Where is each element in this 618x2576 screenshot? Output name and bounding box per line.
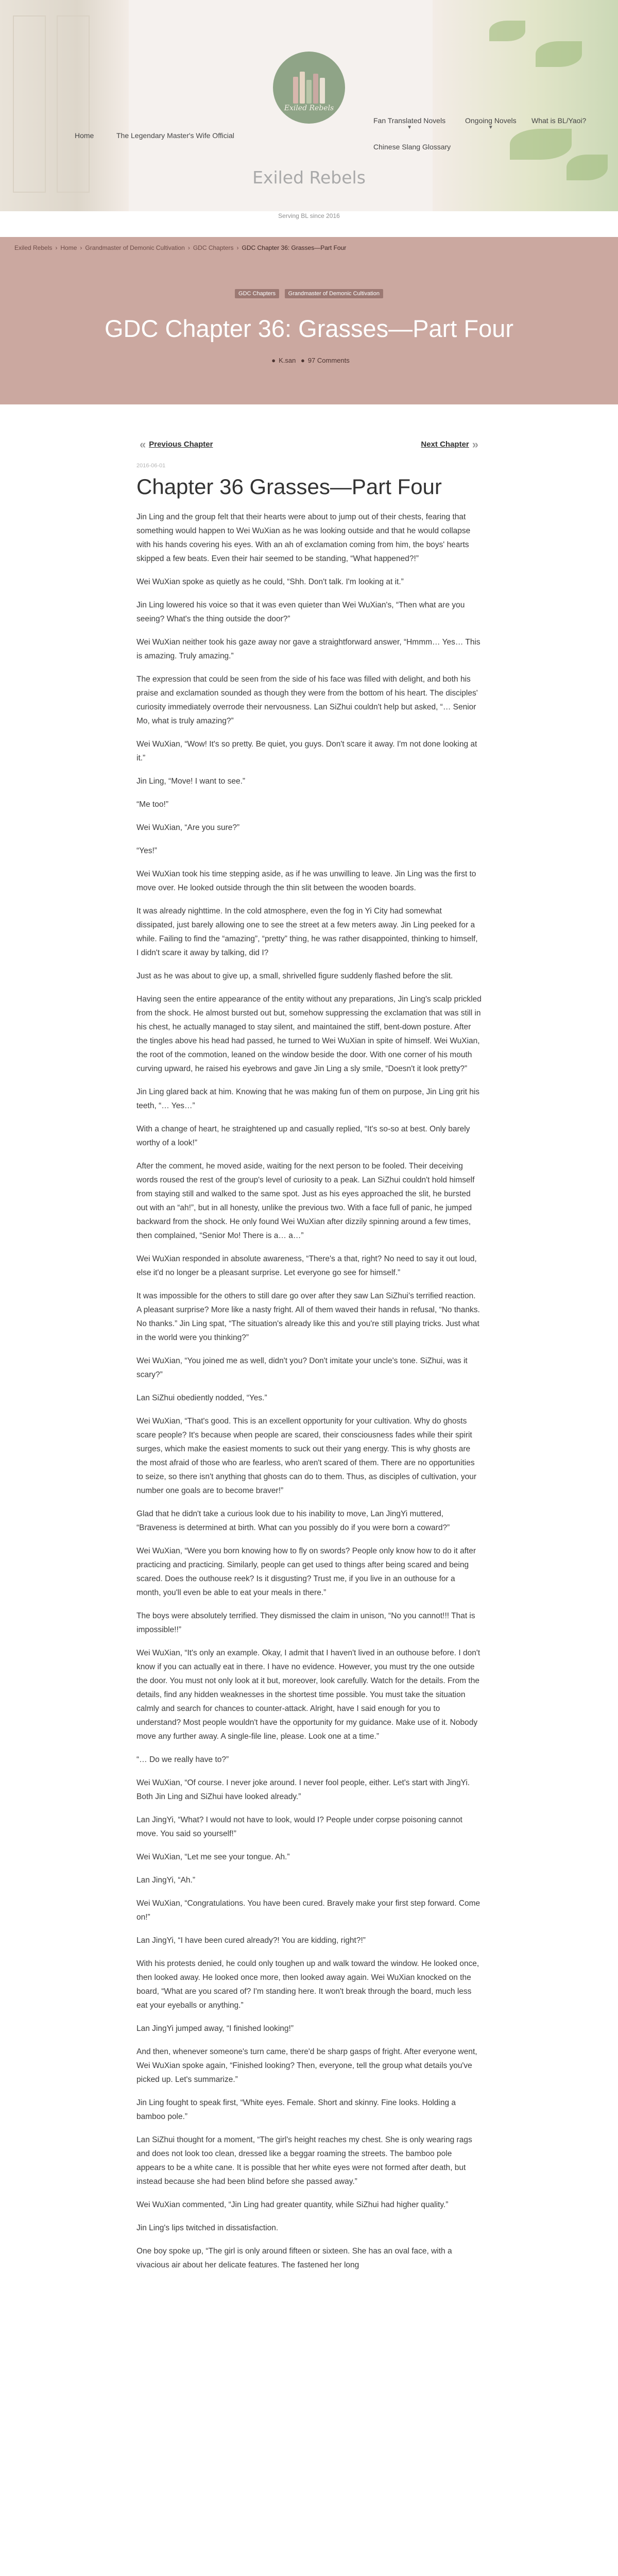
nav-chinese-slang-glossary[interactable]: Chinese Slang Glossary [373,143,451,151]
books-icon [293,72,325,104]
breadcrumb-item[interactable]: Home [60,244,77,251]
chapter-paragraph: The boys were absolutely terrified. They dismissed the claim in unison, “No you cannot!!! That is impossible!!” [136,1612,475,1634]
post-author[interactable]: K.san [279,357,296,364]
logo-text: Exiled Rebels [284,104,334,112]
post-title-band [0,237,618,404]
window-frame [57,15,90,193]
chevron-down-icon: ▼ [488,125,493,130]
chapter-paragraph: “Me too!” [136,800,169,809]
chapter-paragraph: It was already nighttime. In the cold atmosphere, even the fog in Yi City had somewhat dissipated, just barely allowing one to see the street at a few meters away. Jin Ling peeked for a while. Failing to find the “amazing”, “pretty” thing, he was rather disappointed, thinking to himself, I didn't scare it away by talking, did I? [136,907,478,957]
chapter-paragraph: Jin Ling glared back at him. Knowing that he was making fun of them on purpose, Jin Ling grit his teeth, “… Yes…” [136,1088,480,1110]
nav-legendary-masters-wife[interactable]: The Legendary Master's Wife Official [116,131,234,140]
nav-fan-translated-label: Fan Translated Novels [373,116,446,125]
breadcrumb-item[interactable]: GDC Chapters [193,244,234,251]
chapter-body [136,510,482,2272]
previous-chapter-label: Previous Chapter [149,439,213,449]
breadcrumb-separator: › [80,244,82,251]
post-date: 2016-06-01 [136,463,166,469]
chapter-paragraph: With a change of heart, he straightened up and casually replied, “It's so-so at best. Only barely worthy of a look!” [136,1125,470,1147]
chapter-paragraph: Wei WuXian, “Congratulations. You have been cured. Bravely make your first step forward. Come on!” [136,1899,480,1922]
chapter-paragraph: Lan JingYi, “Ah.” [136,1876,196,1885]
chapter-paragraph: Jin Ling and the group felt that their hearts were about to jump out of their chests, fearing that something would happen to Wei WuXian as he was looking outside and that he would collapse with his hands covering his eyes. With an ah of exclamation coming from him, the boys' hearts skipped a few beats. Even their hair seemed to be standing, “What happened?!” [136,513,471,563]
chapter-paragraph: Wei WuXian, “Were you born knowing how to fly on swords? People only know how to do it after practicing and practicing. Similarly, people can get used to things after being scared and being scared. Does the outhouse reek? Is it disgusting? Trust me, if you live in an outhouse for a month, you'll even be able to eat your meals in there.” [136,1547,476,1597]
chapter-paragraph: Lan SiZhui obediently nodded, “Yes.” [136,1394,267,1402]
chapter-paragraph: Wei WuXian, “That's good. This is an excellent opportunity for your cultivation. Why do ghosts scare people? It's because when people are scared, their consciousness fades while their spirit surges, which make the easiest moments to suck out their yang energy. This is why ghosts are the most afraid of those who are fearless, who aren't scared of them. There are no opportunities to seize, so there isn't anything that ghosts can do to them. Thus, as disciples of cultivation, your number one goals are to become braver!” [136,1417,477,1495]
chapter-paragraph: “Yes!” [136,846,157,855]
next-chapter-label: Next Chapter [421,439,469,449]
post-meta [0,357,618,364]
breadcrumb-separator: › [236,244,239,251]
breadcrumb [14,244,346,251]
author-icon: ● [271,357,276,364]
tag-gdc-chapters[interactable]: GDC Chapters [235,289,279,298]
nav-fan-translated[interactable] [373,116,445,130]
header-right-photo [433,0,618,211]
site-subtitle: Serving BL since 2016 [278,212,340,219]
chapter-paragraph: One boy spoke up, “The girl is only around fifteen or sixteen. She has an oval face, with a vivacious air about her delicate features. The fastened her long [136,2247,452,2269]
chapter-paragraph: Wei WuXian commented, “Jin Ling had greater quantity, while SiZhui had higher quality.” [136,2200,449,2209]
chapter-paragraph: It was impossible for the others to still dare go over after they saw Lan SiZhui's terrified reaction. A pleasant surprise? More like a nasty fright. All of them waved their hands in refusal, “No thanks. No thanks.” Jin Ling spat, “The situation's already like this and you're still playing tricks. Just what in the world were you thinking?” [136,1292,480,1342]
chapter-paragraph: Lan JingYi, “What? I would not have to look, would I? People under corpse poisoning cannot move. You said so yourself!” [136,1816,462,1838]
tag-grandmaster[interactable]: Grandmaster of Demonic Cultivation [285,289,383,298]
chapter-paragraph: Wei WuXian, “Wow! It's so pretty. Be quiet, you guys. Don't scare it away. I'm not done looking at it.” [136,740,477,762]
chapter-paragraph: Wei WuXian responded in absolute awareness, “There's a that, right? No need to say it out loud, else it'd no longer be a pleasant surprise. Let everyone go see for himself.” [136,1255,477,1277]
chapter-paragraph: The expression that could be seen from the side of his face was filled with delight, and both his praise and exclamation sounded as though they were from the bottom of his heart. The disciples' curiosity immediately overrode their nervousness. Lan SiZhui couldn't help but asked, “… Senior Mo, what is truly amazing?” [136,675,478,725]
breadcrumb-item[interactable]: Exiled Rebels [14,244,53,251]
double-chevron-left-icon: « [140,438,146,451]
chapter-paragraph: Glad that he didn't take a curious look due to his inability to move, Lan JingYi muttered, “Braveness is determined at birth. What can you possibly do if you were born a coward?” [136,1510,450,1532]
leaf-decoration [489,21,525,41]
comment-icon: ● [300,357,305,364]
site-logo[interactable] [273,52,345,124]
post-tags [0,289,618,298]
chapter-paragraph: Jin Ling, “Move! I want to see.” [136,777,246,786]
nav-ongoing-novels[interactable] [465,116,517,130]
breadcrumb-separator: › [187,244,190,251]
breadcrumb-separator: › [55,244,58,251]
chapter-paragraph: Wei WuXian, “You joined me as well, didn't you? Don't imitate your uncle's tone. SiZhui, was it scary?” [136,1357,468,1379]
chapter-paragraph: Just as he was about to give up, a small, shrivelled figure suddenly flashed before the slit. [136,972,453,980]
chapter-paragraph: Lan SiZhui thought for a moment, “The girl's height reaches my chest. She is only wearing rags and does not look too clean, dressed like a beggar roaming the streets. The bamboo pole appears to be a white cane. It is possible that her white eyes were not formed after death, but instead because she had been blind before she passed away.” [136,2136,472,2186]
chapter-paragraph: Jin Ling lowered his voice so that it was even quieter than Wei WuXian's, “Then what are you seeing? What's the thing outside the door?” [136,601,465,623]
chapter-paragraph: “… Do we really have to?” [136,1755,229,1764]
nav-what-is-bl[interactable]: What is BL/Yaoi? [531,116,587,125]
post-comments-link[interactable]: 97 Comments [307,357,350,364]
chapter-paragraph: Wei WuXian took his time stepping aside, as if he was unwilling to leave. Jin Ling was the first to move over. He looked outside through the thin slit between the wooden boards. [136,870,476,892]
breadcrumb-current: GDC Chapter 36: Grasses—Part Four [242,244,347,251]
chapter-paragraph: After the comment, he moved aside, waiting for the next person to be fooled. Their deceiving words roused the rest of the group's level of curiosity to a peak. Lan SiZhui couldn't hold himself from staying still and walked to the same spot. Just as his eyes approached the slit, he bursted out with an “ah!”, but in all honesty, unlike the previous two. With a face full of panic, he jumped backward from the shock. He only found Wei WuXian after dizzily spinning around a few times, then complained, “Senior Mo! There is a… a…” [136,1162,475,1240]
header-left-photo [0,0,129,211]
leaf-decoration [536,41,582,67]
chapter-paragraph: Jin Ling's lips twitched in dissatisfaction. [136,2224,279,2232]
chapter-paragraph: With his protests denied, he could only toughen up and walk toward the window. He looked once, then looked away. He looked once more, then looked away again. Wei WuXian knocked on the board, “What are you scared of? I'm standing here. It won't break through the board, much less eat your eyeballs or anything.” [136,1959,479,2010]
chapter-paragraph: Lan JingYi, “I have been cured already?! You are kidding, right?!” [136,1936,366,1945]
leaf-decoration [510,129,572,160]
breadcrumb-item[interactable]: Grandmaster of Demonic Cultivation [85,244,185,251]
post-title: GDC Chapter 36: Grasses—Part Four [104,315,514,342]
leaf-decoration [566,155,608,180]
site-header [0,0,618,211]
site-title[interactable]: Exiled Rebels [252,167,366,188]
article [136,438,482,2281]
double-chevron-right-icon: » [472,438,478,451]
nav-ongoing-label: Ongoing Novels [465,116,517,125]
previous-chapter-link[interactable] [136,438,213,451]
chapter-navigation [136,438,482,461]
chapter-paragraph: Jin Ling fought to speak first, “White eyes. Female. Short and skinny. Fine looks. Holding a bamboo pole.” [136,2098,456,2121]
chapter-paragraph: Having seen the entire appearance of the entity without any preparations, Jin Ling's scalp prickled from the shock. He almost bursted out but, somehow suppressing the exclamation that was still in his chest, he actually managed to stay silent, and maintained the stiff, bent-down posture. After the tingles above his head had passed, he turned to Wei WuXian in spite of himself. Wei WuXian, the root of the commotion, leaned on the window beside the door. With one corner of his mouth curving upward, he raised his eyebrows and gave Jin Ling a sly smile, “Doesn't it look pretty?” [136,995,482,1073]
chevron-down-icon: ▼ [407,125,412,130]
next-chapter-link[interactable] [421,438,482,451]
chapter-paragraph: And then, whenever someone's turn came, there'd be sharp gasps of fright. After everyone went, Wei WuXian spoke again, “Finished looking? Then, everyone, tell the group what details you've picked up. Let's summarize.” [136,2047,477,2084]
chapter-paragraph: Wei WuXian, “Are you sure?” [136,823,240,832]
window-frame [13,15,46,193]
chapter-heading: Chapter 36 Grasses—Part Four [136,474,442,499]
chapter-paragraph: Lan JingYi jumped away, “I finished looking!” [136,2024,294,2033]
chapter-paragraph: Wei WuXian, “Of course. I never joke around. I never fool people, either. Let's start with JingYi. Both Jin Ling and SiZhui have looked already.” [136,1778,470,1801]
chapter-paragraph: Wei WuXian, “Let me see your tongue. Ah.” [136,1853,290,1861]
chapter-paragraph: Wei WuXian spoke as quietly as he could, “Shh. Don't talk. I'm looking at it.” [136,578,404,586]
chapter-paragraph: Wei WuXian neither took his gaze away nor gave a straightforward answer, “Hmmm… Yes… This is amazing. Truly amazing.” [136,638,480,660]
nav-home[interactable]: Home [75,131,94,140]
chapter-paragraph: Wei WuXian, “It's only an example. Okay, I admit that I haven't lived in an outhouse before. I don't know if you can actually eat in there. I have no evidence. However, you must try the one outside the door. You must not only look at it but, moreover, look carefully. Watch for the details. From the details, find any hidden weaknesses in the shortest time possible. You must take the situation calmly and search for chances to counter-attack. Alright, have I said enough for you to understand? Most people wouldn't have the opportunity for my guidance. Make use of it. Nobody move any further away. A single-file line, please. Look one at a time.” [136,1649,480,1741]
